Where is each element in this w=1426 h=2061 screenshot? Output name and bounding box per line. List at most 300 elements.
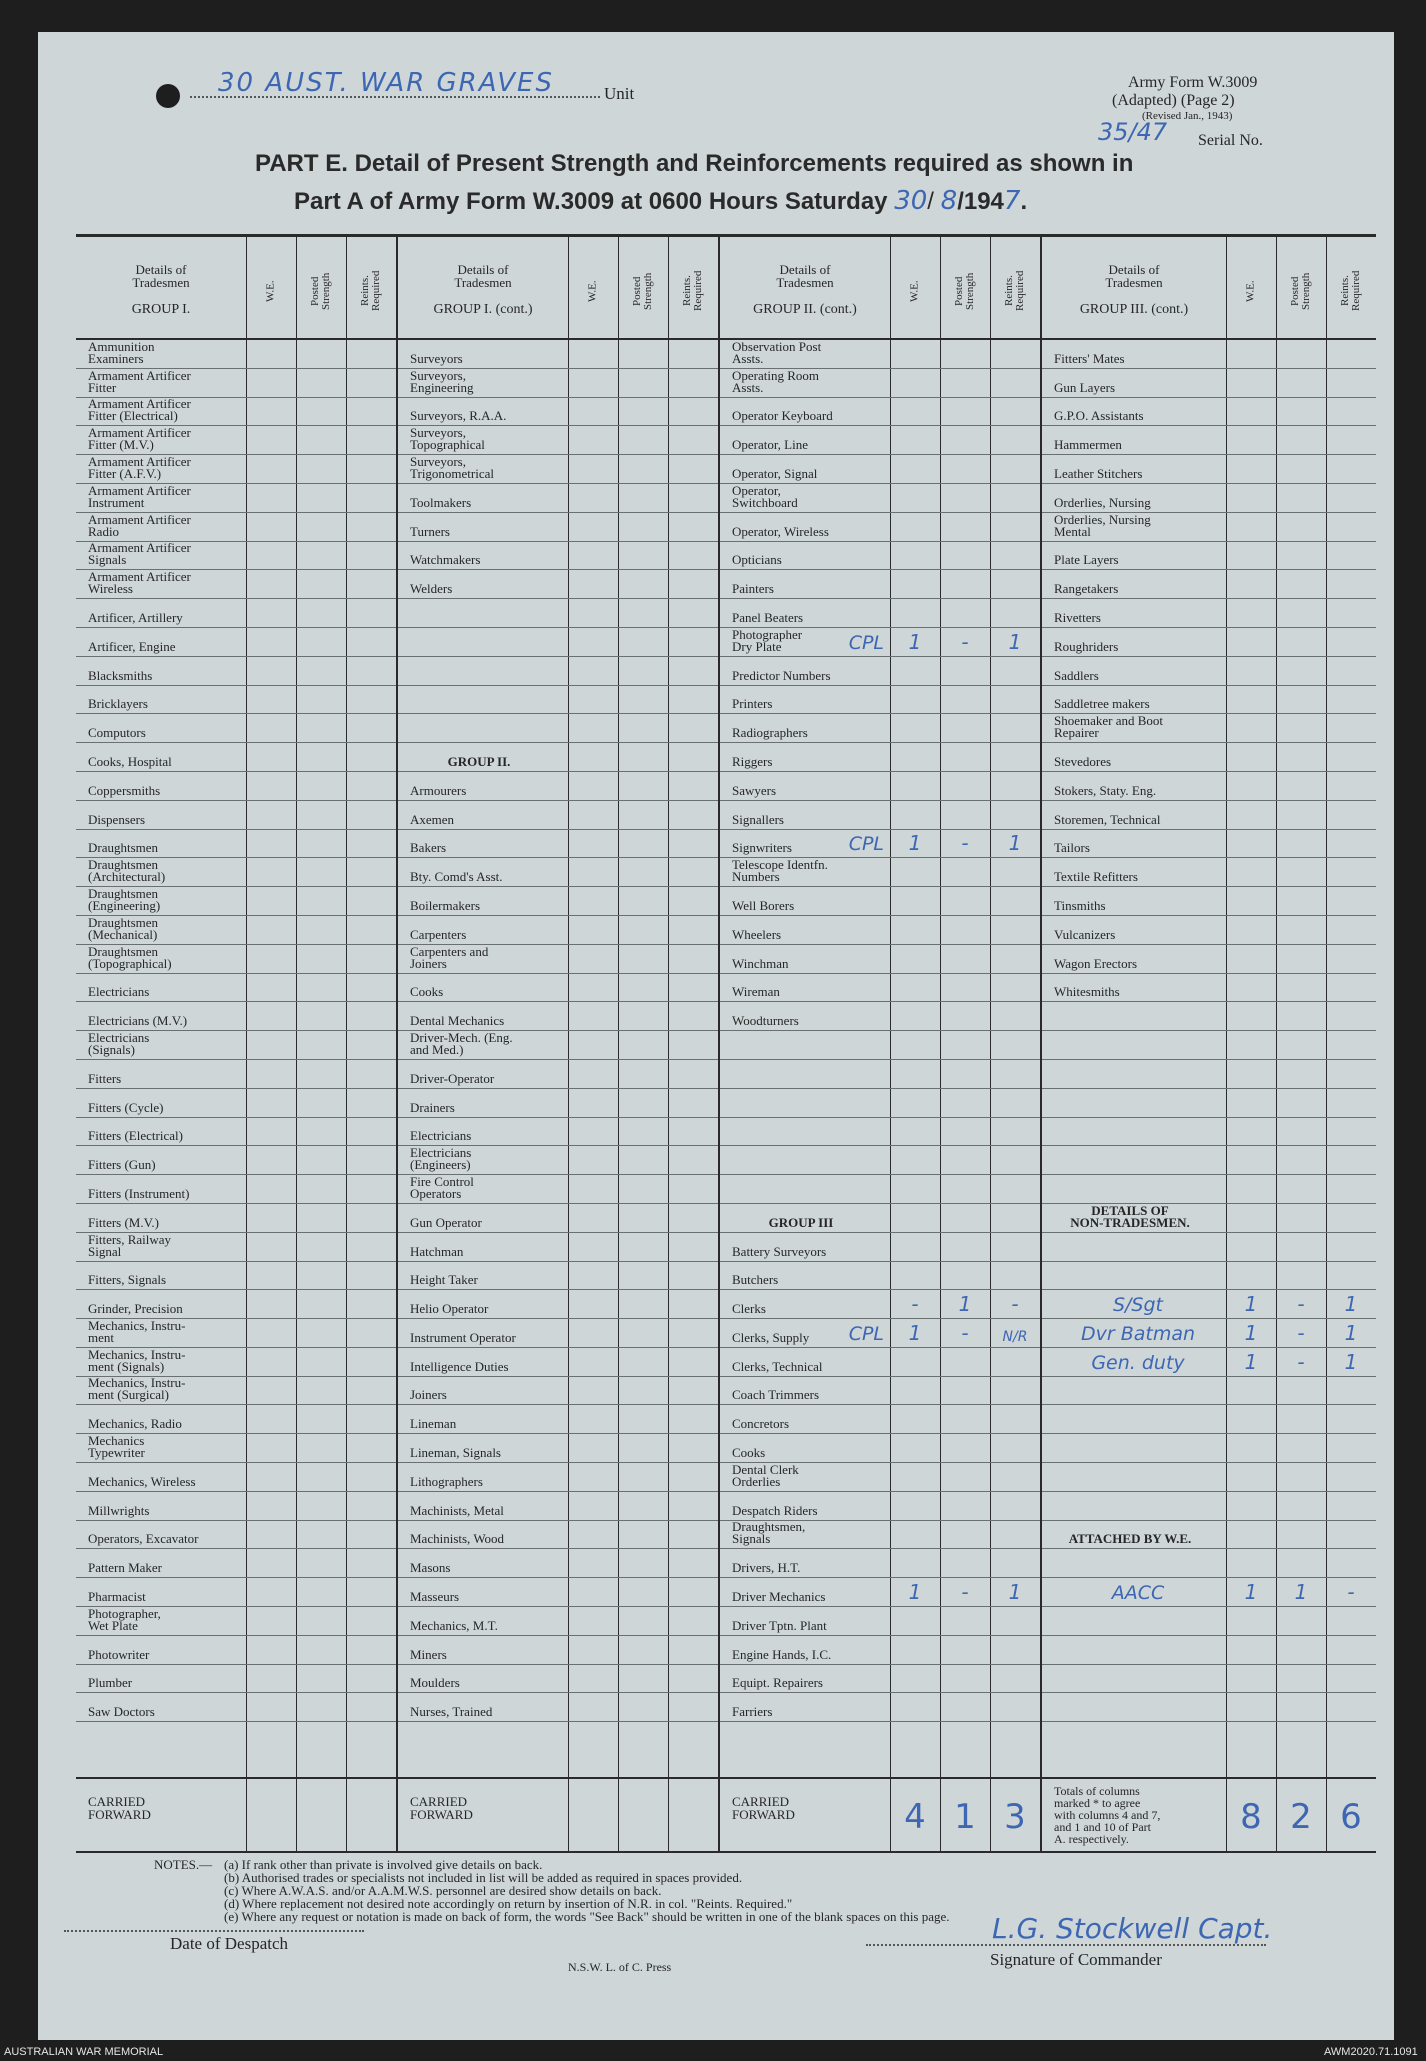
table-row (720, 858, 1040, 887)
row-label: Grinder, Precision (88, 1301, 183, 1317)
row-label: Lithographers (410, 1473, 483, 1489)
row-label: Mechanics, Radio (88, 1416, 182, 1432)
row-label: Mechanics, M.T. (410, 1617, 498, 1633)
row-label: Fitters (Instrument) (88, 1185, 190, 1201)
table-row (398, 1348, 718, 1377)
row-label: Miners (410, 1646, 447, 1662)
row-label: Drainers (410, 1099, 455, 1115)
column-rule (246, 1779, 247, 1851)
row-label: Operators, Excavator (88, 1531, 199, 1547)
carried-forward-row (720, 1777, 1040, 1851)
row-label: Radiographers (732, 725, 808, 741)
table-row (76, 1290, 396, 1319)
table-row (398, 1377, 718, 1406)
row-label: Operator, Switchboard (732, 482, 798, 510)
table-row (1042, 1348, 1376, 1377)
row-label: Draughtsmen (Topographical) (88, 943, 172, 971)
row-label: Gun Layers (1054, 379, 1116, 395)
table-row (720, 1434, 1040, 1463)
date-year-digit: 7 (1003, 186, 1021, 216)
row-label: Stevedores (1054, 753, 1112, 769)
table-row (398, 599, 718, 628)
table-row (398, 714, 718, 743)
table-row (1042, 1175, 1376, 1204)
table-row (398, 1262, 718, 1291)
table-row (1042, 1636, 1376, 1665)
row-label: Instrument Operator (410, 1329, 516, 1345)
posted-entry: - (961, 1580, 969, 1605)
details-of-tradesmen-header: Details of Tradesmen (776, 262, 834, 290)
table-row (720, 542, 1040, 571)
column-rule (1276, 1779, 1277, 1851)
title-line2: Part A of Army Form W.3009 at 0600 Hours Saturday 30/ 8/1947. (294, 186, 1028, 216)
reinfts-entry: 1 (1008, 831, 1022, 856)
we-entry: 1 (1244, 1292, 1258, 1317)
column-header (76, 237, 396, 340)
table-row (76, 1463, 396, 1492)
table-row (398, 340, 718, 369)
posted-entry: - (1297, 1349, 1305, 1374)
table-row (398, 801, 718, 830)
group-header: GROUP III. (cont.) (1079, 302, 1189, 317)
posted-header: Posted Strength (953, 272, 976, 310)
row-label: Observation Post Assts. (732, 338, 822, 366)
table-row (398, 772, 718, 801)
table-row (76, 484, 396, 513)
column-rule (1226, 1779, 1227, 1851)
table-row (720, 945, 1040, 974)
row-label: Mechanics Typewriter (88, 1433, 145, 1461)
table-row (76, 945, 396, 974)
table-block-1 (76, 237, 396, 1851)
row-label: Printers (732, 696, 773, 712)
row-label: Mechanics, Instru- ment (Surgical) (88, 1375, 186, 1403)
reinfts-header: Reints. Required (359, 270, 382, 312)
reinfts-entry: 1 (1344, 1349, 1358, 1374)
row-label: Electricians (Engineers) (410, 1145, 472, 1173)
table-row (76, 1636, 396, 1665)
row-label: Photographer, Wet Plate (88, 1605, 161, 1633)
carried-forward-total_reinfts: 6 (1340, 1797, 1362, 1837)
table-row (76, 455, 396, 484)
table-row (76, 772, 396, 801)
row-label: Electricians (Signals) (88, 1029, 150, 1057)
table-row (76, 887, 396, 916)
table-row (76, 1348, 396, 1377)
row-label: Shoemaker and Boot Repairer (1054, 713, 1164, 741)
row-label: Panel Beaters (732, 609, 804, 625)
row-label: Wireman (732, 984, 780, 1000)
printer-imprint: N.S.W. L. of C. Press (568, 1960, 672, 1974)
row-label: Rangetakers (1054, 581, 1119, 597)
row-label: Bakers (410, 840, 447, 856)
table-row (76, 1204, 396, 1233)
row-label: Sawyers (732, 782, 777, 798)
row-list (398, 340, 718, 1722)
row-label: Armament Artificer Fitter (A.F.V.) (88, 453, 191, 481)
table-row (720, 1089, 1040, 1118)
strength-table (76, 234, 1376, 1853)
table-row (720, 1031, 1040, 1060)
row-label: Hammermen (1054, 437, 1122, 453)
column-rule (568, 1779, 569, 1851)
row-label: Cooks, Hospital (88, 753, 172, 769)
row-label: Fitters (88, 1070, 122, 1086)
row-label: Photowriter (88, 1646, 150, 1662)
carried-forward-row (398, 1777, 718, 1851)
row-label: Armament Artificer Fitter (M.V.) (88, 425, 191, 453)
table-row (1042, 887, 1376, 916)
table-row (720, 1492, 1040, 1521)
row-label: S/Sgt (1112, 1294, 1164, 1317)
row-label: GROUP II. (447, 753, 511, 769)
row-label: Millwrights (88, 1502, 150, 1518)
table-row (398, 858, 718, 887)
row-label: Armourers (410, 782, 467, 798)
table-row (398, 1118, 718, 1147)
table-row (1042, 858, 1376, 887)
row-label: Operator, Line (732, 437, 809, 453)
row-label: Joiners (410, 1387, 447, 1403)
row-label: Welders (410, 581, 453, 597)
table-row (720, 801, 1040, 830)
row-label: Clerks, Technical (732, 1358, 823, 1374)
row-label: Riggers (732, 753, 773, 769)
row-label: Opticians (732, 552, 782, 568)
row-label: Wagon Erectors (1054, 955, 1138, 971)
column-rule (940, 1779, 941, 1851)
we-header: W.E. (908, 280, 921, 302)
row-label: Operator Keyboard (732, 408, 833, 424)
row-label: Photographer Dry Plate (732, 626, 803, 654)
table-row (398, 1578, 718, 1607)
table-row (720, 599, 1040, 628)
row-label: Saddlers (1054, 667, 1099, 683)
reinfts-entry: 1 (1344, 1292, 1358, 1317)
table-row (398, 974, 718, 1003)
serial-value: 35/47 (1098, 118, 1168, 146)
table-row (1042, 1233, 1376, 1262)
row-label: Signwriters (732, 840, 792, 856)
reinfts-entry: N/R (1002, 1328, 1028, 1345)
row-label: Draughtsmen (88, 840, 159, 856)
we-entry: 1 (908, 1580, 922, 1605)
table-row (1042, 1060, 1376, 1089)
table-row (1042, 830, 1376, 859)
table-row (398, 398, 718, 427)
row-label: Surveyors, R.A.A. (410, 408, 507, 424)
posted-entry: - (961, 1320, 969, 1345)
table-row (720, 743, 1040, 772)
table-row (76, 1002, 396, 1031)
row-label: Stokers, Staty. Eng. (1054, 782, 1157, 798)
posted-entry: - (1297, 1292, 1305, 1317)
we-entry: 1 (1244, 1320, 1258, 1345)
table-row (1042, 1204, 1376, 1233)
table-row (720, 830, 1040, 859)
row-label: Rivetters (1054, 609, 1101, 625)
row-label: Surveyors, Engineering (410, 367, 474, 395)
table-row (76, 1233, 396, 1262)
table-row (76, 1607, 396, 1636)
row-label: Plumber (88, 1675, 133, 1691)
table-row (720, 1665, 1040, 1694)
row-label: Well Borers (732, 897, 795, 913)
row-label: Storemen, Technical (1054, 811, 1161, 827)
note-d: (d) Where replacement not desired note accordingly on return by insertion of N.R. in col. "Reints. Required." (224, 1896, 793, 1911)
table-row (720, 1319, 1040, 1348)
table-row (398, 1031, 718, 1060)
row-label: Butchers (732, 1272, 779, 1288)
row-label: Lineman (410, 1416, 457, 1432)
row-label: Plate Layers (1054, 552, 1119, 568)
row-label: Operator, Wireless (732, 523, 829, 539)
we-entry: 1 (908, 831, 922, 856)
posted-entry: - (1297, 1320, 1305, 1345)
group-header: GROUP II. (cont.) (753, 302, 857, 317)
details-of-tradesmen-header: Details of Tradesmen (132, 262, 190, 290)
row-label: Draughtsmen (Architectural) (88, 857, 166, 885)
table-row (76, 369, 396, 398)
form-revised: (Revised Jan., 1943) (1142, 110, 1233, 122)
row-label: Armament Artificer Signals (88, 540, 191, 568)
row-label: Dvr Batman (1080, 1322, 1196, 1345)
table-row (398, 1434, 718, 1463)
row-label: Armament Artificer Fitter (88, 367, 191, 395)
carried-forward-total_posted: 2 (1290, 1797, 1312, 1837)
table-row (398, 1233, 718, 1262)
column-rule (668, 1779, 669, 1851)
table-row (398, 1175, 718, 1204)
unit-dotted-line (190, 96, 600, 98)
row-list (720, 340, 1040, 1722)
row-label: Armament Artificer Radio (88, 511, 191, 539)
row-label: Carpenters and Joiners (410, 943, 489, 971)
row-label: Operator, Signal (732, 465, 818, 481)
table-row (398, 369, 718, 398)
table-row (398, 484, 718, 513)
table-row (1042, 916, 1376, 945)
row-label: Computors (88, 725, 146, 741)
table-row (1042, 484, 1376, 513)
table-row (1042, 1262, 1376, 1291)
row-label: Telescope Identfn. Numbers (732, 857, 828, 885)
row-label: Electricians (M.V.) (88, 1013, 188, 1029)
row-label: Cooks (732, 1445, 766, 1461)
table-row (76, 628, 396, 657)
row-label: Dispensers (88, 811, 146, 827)
table-row (76, 1089, 396, 1118)
row-label: Painters (732, 581, 774, 597)
row-label: Concretors (732, 1416, 790, 1432)
table-row (76, 714, 396, 743)
date-day: 30 (894, 186, 928, 216)
table-row (720, 1521, 1040, 1550)
table-row (76, 1175, 396, 1204)
row-label: Hatchman (410, 1243, 464, 1259)
table-row (1042, 1607, 1376, 1636)
table-row (1042, 1434, 1376, 1463)
table-row (76, 542, 396, 571)
column-rule (890, 1779, 891, 1851)
row-label: Draughtsmen (Mechanical) (88, 914, 159, 942)
row-label: Operating Room Assts. (732, 367, 820, 395)
row-label: Predictor Numbers (732, 667, 831, 683)
table-row (720, 1463, 1040, 1492)
table-row (398, 542, 718, 571)
table-row (1042, 801, 1376, 830)
table-row (1042, 1578, 1376, 1607)
table-row (398, 1146, 718, 1175)
row-label: Armament Artificer Instrument (88, 482, 191, 510)
row-label: Surveyors (410, 350, 463, 366)
table-row (720, 1636, 1040, 1665)
table-row (76, 513, 396, 542)
table-row (1042, 1549, 1376, 1578)
row-label: Toolmakers (410, 494, 472, 510)
table-row (720, 1146, 1040, 1175)
we-entry: 1 (908, 629, 922, 654)
table-row (398, 513, 718, 542)
table-row (76, 1578, 396, 1607)
table-row (398, 1549, 718, 1578)
row-label: Mechanics, Instru- ment (Signals) (88, 1346, 186, 1374)
table-row (398, 1693, 718, 1722)
posted-header: Posted Strength (309, 272, 332, 310)
table-row (76, 1521, 396, 1550)
table-row (1042, 1319, 1376, 1348)
table-row (720, 1549, 1040, 1578)
row-label: Gun Operator (410, 1214, 482, 1230)
row-label: Clerks (732, 1301, 766, 1317)
row-label: Boilermakers (410, 897, 481, 913)
table-row (398, 426, 718, 455)
row-label: Armament Artificer Fitter (Electrical) (88, 396, 191, 424)
rank-entry: CPL (848, 631, 884, 654)
table-row (76, 1693, 396, 1722)
unit-value: 30 AUST. WAR GRAVES (218, 68, 554, 98)
we-entry: 1 (1244, 1580, 1258, 1605)
table-row (1042, 1521, 1376, 1550)
row-label: Bricklayers (88, 696, 148, 712)
table-row (1042, 398, 1376, 427)
table-row (720, 887, 1040, 916)
row-label: Roughriders (1054, 638, 1119, 654)
row-label: Electricians (88, 984, 150, 1000)
row-label: Saw Doctors (88, 1704, 155, 1720)
row-label: Winchman (732, 955, 789, 971)
reinfts-entry: 1 (1344, 1320, 1358, 1345)
table-row (1042, 743, 1376, 772)
table-row (720, 1262, 1040, 1291)
table-row (1042, 772, 1376, 801)
table-row (76, 1492, 396, 1521)
carried-forward-row (76, 1777, 396, 1851)
row-label: G.P.O. Assistants (1054, 408, 1144, 424)
row-label: Tailors (1054, 840, 1090, 856)
table-row (398, 916, 718, 945)
table-row (398, 945, 718, 974)
table-row (398, 628, 718, 657)
table-row (720, 1060, 1040, 1089)
table-row (76, 686, 396, 715)
row-label: Orderlies, Nursing Mental (1054, 511, 1151, 539)
table-row (720, 1348, 1040, 1377)
table-row (1042, 570, 1376, 599)
table-row (720, 1175, 1040, 1204)
posted-header: Posted Strength (631, 272, 654, 310)
table-row (398, 1492, 718, 1521)
row-label: Artificer, Engine (88, 638, 176, 654)
row-label: AACC (1111, 1582, 1165, 1605)
table-row (1042, 657, 1376, 686)
signature-dotted-line (866, 1944, 1266, 1946)
table-row (720, 772, 1040, 801)
row-list (76, 340, 396, 1722)
row-label: Clerks, Supply (732, 1329, 810, 1345)
posted-header: Posted Strength (1289, 272, 1312, 310)
archive-label-left: AUSTRALIAN WAR MEMORIAL (4, 2046, 164, 2058)
table-row (398, 743, 718, 772)
table-row (720, 570, 1040, 599)
row-label: Whitesmiths (1054, 984, 1120, 1000)
row-label: Dental Clerk Orderlies (732, 1461, 799, 1489)
unit-label: Unit (604, 84, 635, 103)
table-row (1042, 340, 1376, 369)
row-label: Coppersmiths (88, 782, 161, 798)
table-row (1042, 513, 1376, 542)
table-row (76, 830, 396, 859)
table-row (1042, 1492, 1376, 1521)
we-header: W.E. (264, 280, 277, 302)
row-label: Bty. Comd's Asst. (410, 869, 503, 885)
table-row (1042, 1031, 1376, 1060)
row-label: Surveyors, Trigonometrical (410, 453, 495, 481)
row-label: Engine Hands, I.C. (732, 1646, 832, 1662)
table-row (1042, 1693, 1376, 1722)
table-row (1042, 1089, 1376, 1118)
form-adapted: (Adapted) (Page 2) (1112, 92, 1235, 109)
table-row (76, 398, 396, 427)
table-row (398, 830, 718, 859)
table-row (720, 513, 1040, 542)
table-row (1042, 945, 1376, 974)
row-label: Lineman, Signals (410, 1445, 501, 1461)
row-label: Mechanics, Instru- ment (88, 1317, 186, 1345)
row-label: Machinists, Metal (410, 1502, 504, 1518)
row-label: Fitters (Cycle) (88, 1099, 164, 1115)
table-row (720, 455, 1040, 484)
table-row (720, 657, 1040, 686)
row-label: Fitters (Gun) (88, 1157, 156, 1173)
table-row (76, 1549, 396, 1578)
table-row (398, 1521, 718, 1550)
table-row (720, 1118, 1040, 1147)
table-row (1042, 455, 1376, 484)
table-row (720, 1233, 1040, 1262)
table-row (720, 398, 1040, 427)
table-row (76, 570, 396, 599)
row-label: Electricians (410, 1128, 472, 1144)
row-label: Axemen (410, 811, 455, 827)
row-label: Fitters, Railway Signal (88, 1231, 172, 1259)
table-row (398, 1607, 718, 1636)
table-row (398, 686, 718, 715)
row-label: Leather Stitchers (1054, 465, 1143, 481)
carried-forward-col3_we: 4 (904, 1797, 926, 1837)
row-label: Saddletree makers (1054, 696, 1150, 712)
table-row (720, 916, 1040, 945)
